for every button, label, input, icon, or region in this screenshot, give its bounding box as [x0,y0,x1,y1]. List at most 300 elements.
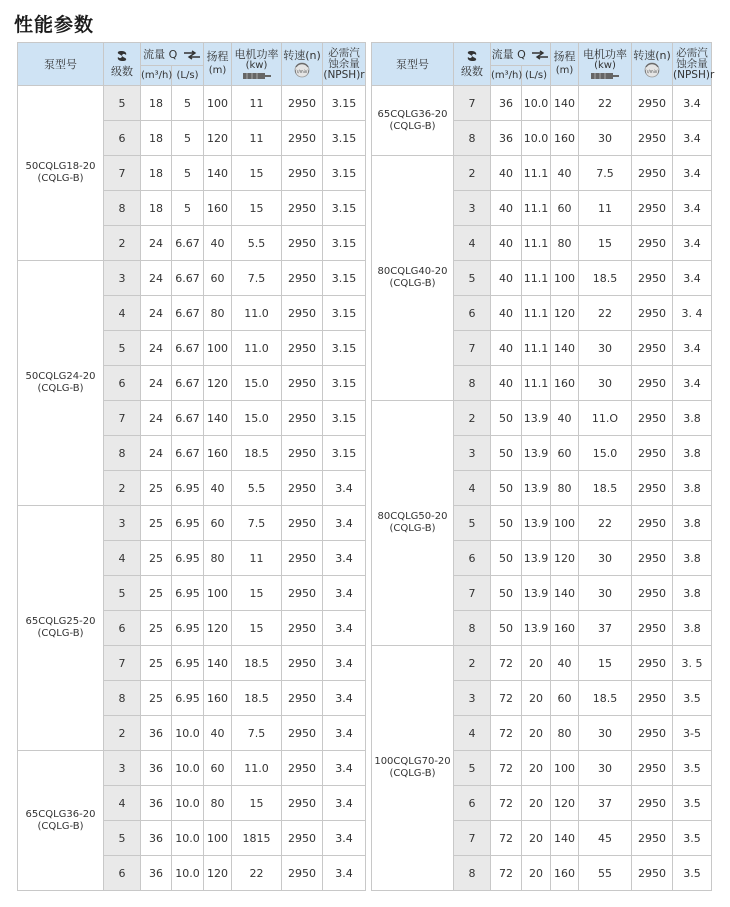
cell-power: 15 [579,226,632,261]
cell-head: 120 [204,611,232,646]
cell-npsh: 3.4 [673,261,712,296]
cell-power: 11.0 [232,751,282,786]
cell-head: 140 [204,401,232,436]
cell-speed: 2950 [282,436,323,471]
motor-icon [590,72,620,80]
cell-power: 15.0 [232,366,282,401]
cell-head: 40 [204,716,232,751]
cell-stages: 8 [104,681,141,716]
head-unit: (m) [555,65,574,76]
cell-flow-m3h: 36 [141,786,172,821]
cell-speed: 2950 [632,401,673,436]
cell-power: 7.5 [579,156,632,191]
cell-head: 160 [204,436,232,471]
cell-flow-ls: 10.0 [172,786,204,821]
col-header-model: 泵型号 [18,43,104,86]
cell-npsh: 3.5 [673,786,712,821]
cell-npsh: 3.4 [323,716,366,751]
model-cell [372,401,454,646]
cell-flow-m3h: 24 [141,436,172,471]
cell-flow-ls: 20 [522,821,551,856]
table-row [372,401,712,436]
cell-stages: 7 [104,646,141,681]
cell-stages: 4 [454,226,491,261]
col-header-flow-m3h: (m³/h) [491,66,522,86]
cell-flow-ls: 20 [522,856,551,891]
cell-flow-m3h: 36 [141,821,172,856]
cell-stages: 3 [454,681,491,716]
cell-stages: 7 [454,821,491,856]
cell-head: 60 [204,751,232,786]
cell-head: 100 [204,821,232,856]
cell-flow-m3h: 25 [141,576,172,611]
cell-power: 30 [579,331,632,366]
cell-speed: 2950 [282,401,323,436]
cell-power: 11.0 [232,331,282,366]
power-label: 电机功率 [583,47,627,61]
npsh-line2: 蚀余量 [676,57,708,70]
cell-flow-m3h: 50 [491,576,522,611]
cell-flow-ls: 6.95 [172,611,204,646]
cell-stages: 7 [454,576,491,611]
model-name: 65CQLG36-20 [377,108,448,120]
cell-stages: 6 [104,856,141,891]
cell-speed: 2950 [282,716,323,751]
table-body-left [18,86,366,891]
speed-dial-icon [289,62,315,78]
cell-npsh: 3.15 [323,121,366,156]
cell-stages: 4 [104,786,141,821]
cell-flow-m3h: 72 [491,646,522,681]
cell-speed: 2950 [632,121,673,156]
cell-speed: 2950 [632,576,673,611]
cell-npsh: 3.15 [323,401,366,436]
cell-speed: 2950 [632,191,673,226]
cell-stages: 8 [454,611,491,646]
cell-flow-ls: 10.0 [172,751,204,786]
cell-flow-ls: 10.0 [172,821,204,856]
cell-flow-m3h: 72 [491,856,522,891]
cell-npsh: 3.8 [673,506,712,541]
cell-flow-m3h: 36 [141,751,172,786]
cell-head: 100 [204,576,232,611]
cell-flow-m3h: 24 [141,296,172,331]
cell-speed: 2950 [282,506,323,541]
motor-icon [242,72,272,80]
cell-npsh: 3.15 [323,366,366,401]
cell-head: 120 [551,786,579,821]
cell-stages: 6 [104,366,141,401]
model-name: 65CQLG36-20 [25,808,96,820]
cell-npsh: 3. 4 [673,296,712,331]
cell-flow-m3h: 36 [491,121,522,156]
power-label: 电机功率 [234,47,279,61]
cell-flow-m3h: 25 [141,471,172,506]
cell-head: 60 [204,261,232,296]
cell-head: 40 [551,156,579,191]
model-variant: (CQLG-B) [37,820,84,832]
cell-flow-m3h: 24 [141,366,172,401]
cell-flow-m3h: 72 [491,716,522,751]
col-header-npsh [323,43,366,86]
cell-speed: 2950 [282,821,323,856]
cell-speed: 2950 [282,576,323,611]
cell-power: 30 [579,716,632,751]
cell-flow-m3h: 50 [491,611,522,646]
cell-flow-ls: 6.95 [172,506,204,541]
table-row [18,86,366,121]
cell-speed: 2950 [632,331,673,366]
cell-stages: 5 [454,261,491,296]
cell-power: 18.5 [579,471,632,506]
cell-flow-m3h: 18 [141,86,172,121]
cell-flow-ls: 11.1 [522,156,551,191]
cell-power: 30 [579,751,632,786]
cell-npsh: 3.15 [323,261,366,296]
cell-power: 11 [579,191,632,226]
cell-speed: 2950 [632,226,673,261]
cell-power: 15 [232,611,282,646]
cell-flow-m3h: 72 [491,821,522,856]
cell-power: 22 [579,86,632,121]
cell-flow-m3h: 40 [491,261,522,296]
cell-npsh: 3.4 [673,86,712,121]
cell-speed: 2950 [282,646,323,681]
cell-npsh: 3.4 [323,681,366,716]
cell-flow-ls: 5 [172,156,204,191]
performance-table [17,42,366,891]
cell-flow-m3h: 18 [141,191,172,226]
cell-speed: 2950 [632,751,673,786]
cell-stages: 3 [104,751,141,786]
cell-flow-m3h: 25 [141,646,172,681]
col-header-flow [141,43,204,66]
cell-stages: 7 [454,86,491,121]
cell-stages: 6 [454,786,491,821]
cell-flow-ls: 11.1 [522,331,551,366]
speed-label: 转速(n) [283,49,321,62]
cell-head: 160 [204,191,232,226]
cell-npsh: 3.4 [323,856,366,891]
cell-npsh: 3.4 [323,751,366,786]
cell-speed: 2950 [282,226,323,261]
table-row [372,156,712,191]
col-header-head [551,43,579,86]
table-row [18,751,366,786]
cell-flow-ls: 20 [522,786,551,821]
cell-head: 120 [551,296,579,331]
flow-label: 流量 Q [491,48,526,61]
cell-speed: 2950 [282,296,323,331]
cell-head: 100 [551,261,579,296]
flow-label: 流量 Q [143,48,178,61]
cell-head: 120 [551,541,579,576]
cell-npsh: 3.4 [323,646,366,681]
speed-unit: (r/min) [295,69,309,74]
cell-flow-m3h: 72 [491,681,522,716]
cell-power: 55 [579,856,632,891]
model-variant: (CQLG-B) [37,173,84,184]
cell-npsh: 3.5 [673,856,712,891]
cell-flow-m3h: 50 [491,401,522,436]
cell-speed: 2950 [282,121,323,156]
model-cell [372,86,454,156]
cell-npsh: 3.5 [673,751,712,786]
cell-npsh: 3.15 [323,296,366,331]
cell-head: 100 [551,506,579,541]
impeller-icon [465,49,479,63]
npsh-line3: (NPSH)r [673,68,715,81]
table-row [18,506,366,541]
cell-stages: 2 [454,156,491,191]
cell-flow-m3h: 25 [141,541,172,576]
model-cell [372,646,454,891]
cell-flow-ls: 13.9 [522,611,551,646]
cell-npsh: 3.4 [323,471,366,506]
cell-stages: 8 [454,366,491,401]
cell-flow-ls: 6.95 [172,576,204,611]
cell-head: 140 [551,821,579,856]
cell-flow-ls: 6.95 [172,541,204,576]
col-header-stages [104,43,141,86]
col-header-npsh [673,43,715,86]
cell-flow-ls: 11.1 [522,226,551,261]
cell-power: 18.5 [579,681,632,716]
cell-flow-ls: 11.1 [522,366,551,401]
model-cell [18,261,104,506]
cell-npsh: 3.4 [673,191,712,226]
cell-stages: 3 [454,191,491,226]
cell-flow-ls: 6.67 [172,331,204,366]
model-variant: (CQLG-B) [389,120,436,132]
cell-npsh: 3.4 [323,576,366,611]
head-label: 扬程 [206,50,229,63]
cell-speed: 2950 [632,786,673,821]
cell-speed: 2950 [632,261,673,296]
cell-flow-ls: 20 [522,751,551,786]
cell-npsh: 3.5 [673,681,712,716]
cell-flow-m3h: 25 [141,506,172,541]
cell-power: 30 [579,576,632,611]
cell-stages: 4 [104,541,141,576]
power-unit: (kw) [245,59,268,71]
col-header-flow-m3h: (m³/h) [141,66,172,86]
cell-stages: 5 [454,751,491,786]
model-name: 50CQLG18-20 [25,161,96,172]
cell-stages: 5 [104,86,141,121]
cell-speed: 2950 [632,681,673,716]
performance-table [371,42,715,891]
cell-speed: 2950 [632,716,673,751]
cell-speed: 2950 [282,156,323,191]
speed-unit: (r/min) [645,69,659,74]
cell-npsh: 3.4 [323,541,366,576]
cell-npsh: 3.15 [323,156,366,191]
cell-power: 18.5 [579,261,632,296]
speed-label: 转速(n) [633,49,671,62]
cell-flow-ls: 6.95 [172,471,204,506]
cell-flow-m3h: 72 [491,786,522,821]
cell-head: 140 [551,576,579,611]
cell-speed: 2950 [282,541,323,576]
cell-flow-ls: 6.67 [172,436,204,471]
cell-flow-m3h: 18 [141,156,172,191]
cell-stages: 7 [454,331,491,366]
col-header-speed [632,43,673,86]
cell-speed: 2950 [632,366,673,401]
cell-head: 160 [551,121,579,156]
cell-power: 18.5 [232,646,282,681]
cell-flow-ls: 10.0 [522,121,551,156]
cell-flow-m3h: 40 [491,191,522,226]
cell-speed: 2950 [282,331,323,366]
cell-npsh: 3.5 [673,821,712,856]
stages-label: 级数 [461,65,483,78]
cell-flow-ls: 6.95 [172,681,204,716]
model-name: 100CQLG70-20 [374,756,451,767]
cell-speed: 2950 [632,611,673,646]
cell-speed: 2950 [632,821,673,856]
cell-speed: 2950 [632,86,673,121]
npsh-line2: 蚀余量 [328,57,360,70]
cell-stages: 4 [454,716,491,751]
cell-power: 15 [232,576,282,611]
cell-power: 22 [579,296,632,331]
cell-flow-ls: 20 [522,716,551,751]
cell-flow-ls: 10.0 [172,716,204,751]
cell-npsh: 3.4 [673,226,712,261]
npsh-line1: 必需汽 [676,46,708,59]
cell-flow-m3h: 72 [491,751,522,786]
cell-power: 1815 [232,821,282,856]
cell-flow-m3h: 50 [491,436,522,471]
cell-power: 11.O [579,401,632,436]
cell-power: 30 [579,121,632,156]
cell-flow-ls: 5 [172,121,204,156]
cell-speed: 2950 [632,156,673,191]
cell-flow-ls: 13.9 [522,541,551,576]
cell-power: 15.0 [232,401,282,436]
cell-speed: 2950 [632,541,673,576]
model-cell [18,506,104,751]
cell-flow-m3h: 40 [491,156,522,191]
cell-speed: 2950 [632,296,673,331]
cell-flow-ls: 20 [522,681,551,716]
impeller-icon [115,49,129,63]
cell-npsh: 3.4 [673,331,712,366]
flow-icon [531,50,549,60]
cell-npsh: 3.8 [673,541,712,576]
cell-stages: 8 [104,436,141,471]
cell-flow-m3h: 36 [141,716,172,751]
cell-flow-m3h: 18 [141,121,172,156]
cell-flow-m3h: 50 [491,506,522,541]
cell-flow-m3h: 36 [491,86,522,121]
cell-npsh: 3.4 [673,121,712,156]
cell-flow-ls: 11.1 [522,191,551,226]
cell-power: 7.5 [232,716,282,751]
col-header-speed [282,43,323,86]
cell-flow-ls: 6.67 [172,366,204,401]
cell-flow-ls: 6.95 [172,646,204,681]
cell-flow-m3h: 50 [491,541,522,576]
power-unit: (kw) [594,59,616,71]
cell-flow-ls: 10.0 [172,856,204,891]
cell-npsh: 3.15 [323,226,366,261]
cell-power: 45 [579,821,632,856]
cell-speed: 2950 [632,506,673,541]
col-header-flow [491,43,551,66]
cell-speed: 2950 [282,681,323,716]
cell-flow-ls: 13.9 [522,471,551,506]
model-variant: (CQLG-B) [37,383,84,394]
cell-flow-ls: 6.67 [172,296,204,331]
cell-flow-ls: 13.9 [522,506,551,541]
cell-npsh: 3.15 [323,86,366,121]
flow-icon [183,50,201,60]
cell-npsh: 3.8 [673,401,712,436]
cell-stages: 4 [104,296,141,331]
cell-speed: 2950 [282,786,323,821]
cell-head: 40 [204,226,232,261]
cell-flow-ls: 20 [522,646,551,681]
cell-flow-ls: 13.9 [522,401,551,436]
cell-head: 120 [204,856,232,891]
head-unit: (m) [208,65,227,76]
cell-speed: 2950 [282,86,323,121]
cell-head: 140 [204,156,232,191]
cell-head: 160 [204,681,232,716]
cell-stages: 4 [454,471,491,506]
cell-head: 120 [204,121,232,156]
cell-speed: 2950 [632,436,673,471]
cell-flow-ls: 11.1 [522,296,551,331]
cell-flow-m3h: 40 [491,296,522,331]
cell-power: 30 [579,541,632,576]
cell-flow-m3h: 40 [491,366,522,401]
col-header-stages [454,43,491,86]
cell-power: 18.5 [232,436,282,471]
cell-stages: 5 [454,506,491,541]
cell-npsh: 3.15 [323,436,366,471]
cell-speed: 2950 [282,856,323,891]
cell-power: 5.5 [232,226,282,261]
table-row [372,646,712,681]
cell-flow-ls: 13.9 [522,576,551,611]
cell-power: 15.0 [579,436,632,471]
cell-stages: 2 [104,716,141,751]
cell-head: 160 [551,856,579,891]
cell-flow-ls: 13.9 [522,436,551,471]
cell-head: 140 [551,86,579,121]
cell-npsh: 3.15 [323,191,366,226]
cell-stages: 5 [104,331,141,366]
cell-head: 40 [551,646,579,681]
table-body-right [372,86,712,891]
col-header-power [579,43,632,86]
cell-flow-ls: 5 [172,86,204,121]
cell-speed: 2950 [632,646,673,681]
cell-power: 15 [232,191,282,226]
cell-npsh: 3-5 [673,716,712,751]
cell-stages: 3 [454,436,491,471]
cell-flow-m3h: 25 [141,681,172,716]
cell-npsh: 3.4 [323,821,366,856]
cell-stages: 8 [454,856,491,891]
col-header-model: 泵型号 [372,43,454,86]
model-variant: (CQLG-B) [389,523,436,534]
cell-power: 15 [232,156,282,191]
